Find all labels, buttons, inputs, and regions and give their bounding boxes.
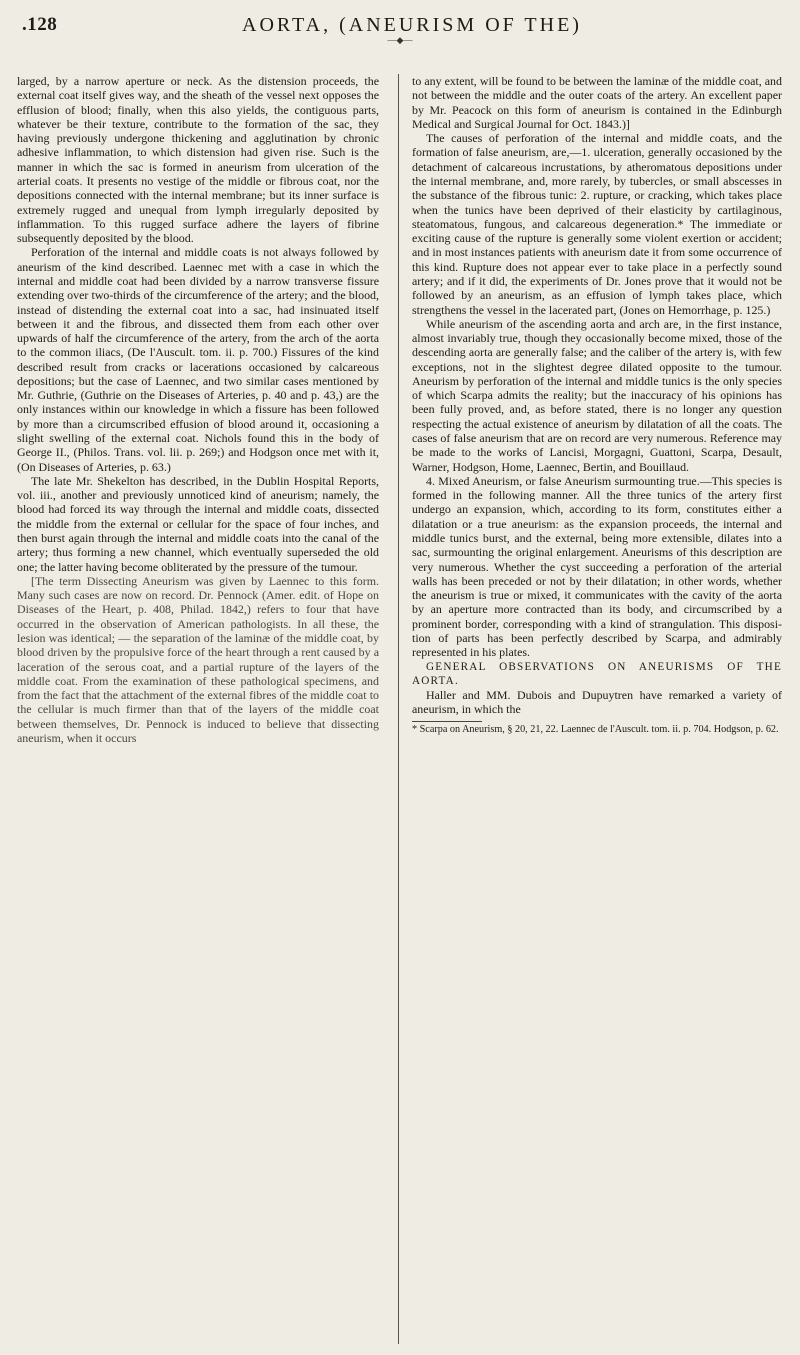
paragraph: to any extent, will be found to be between the laminæ of the middle coat, and not between the middle and the outer coats of the artery. An excellent paper by Mr. Peacock on this form of aneurism is contained in the Edinburgh Medical and Surgical Journal for Oct. 1843.)] <box>412 74 782 131</box>
paragraph: The late Mr. Shekelton has described, in the Dublin Hospital Reports, vol. iii., another and previously unnoticed kind of aneurism; namely, the blood had forced its way through the internal and middle coats, dissected the middle from the external or cellular for the space of four inches, and then burst again through the internal and middle coats into the canal of the artery; thus forming a new channel, which eventually superseded the old one; the latter having become obliterated by the pressure of the tumour. <box>17 473 379 574</box>
section-heading: GENERAL OBSERVATIONS ON ANEURISMS OF THE AORTA. <box>412 660 782 687</box>
page-number: .128 <box>22 14 58 35</box>
right-column <box>412 74 782 736</box>
paragraph: While aneurism of the ascending aorta and arch are, in the first instance, almost invariably true, though they occasionally become mixed, those of the descending aorta are generally false; and the caliber of the artery is, with few exceptions, not in the slightest degree dilated opposite to the tumour. Aneurism by perforation of the internal and middle tunics is the only species of which Scarpa admits the reality; but the inaccuracy of his opinions has been fully proved, and, as before stated, there is no longer any question respecting the actual existence of aneurism by dilatation of all the coats. The cases of false aneurism that are on record are very numerous. Reference may be made to the works of Lancisi, Morgagni, Guattoni, Scarpa, Desault, Warner, Hodgson, Home, Laennec, Bertin, and Bouillaud. <box>412 316 782 474</box>
paragraph: 4. Mixed Aneurism, or false Aneurism surmounting true.—This species is formed in the following manner. All the three tunics of the artery first undergo an expansion, which, according to its form, constitutes either a dilatation or a true aneurism: as the expansion proceeds, the internal and middle tunics burst, and the external, being more extensible, dilates into a sac, surmounting the original enlargement. Aneurisms of this description are very numerous. Whether the cyst succeeding a perforation of the arterial walls has been preceded or not by their dilatation; in other words, whether the aneurism is true or mixed, it communicates with the cavity of the aorta by an aperture more contracted than its body, and circumscribed by a prominent border, corresponding with a kind of strangulation. This disposition of parts has been perfectly described by Scarpa, and admirably represented in his plates. <box>412 473 782 660</box>
paragraph: [The term Dissecting Aneurism was given by Laennec to this form. Many such cases are now on record. Dr. Pennock (Amer. edit. of Hope on Diseases of the Heart, p. 408, Philad. 1842,) refers to four that have occurred in the observation of American pathologists. In all these, the lesion was identical; — the separation of the laminæ of the middle coat, by blood driven by the propulsive force of the heart through a rent caused by a laceration of the serous coat, and a partial rupture of the layers of the middle coat. From the examination of these pathological specimens, and from the fact that the attachment of the external fibres of the middle coat to the cellular is much firmer than that of the layers of the middle coat between themselves, Dr. Pennock is induced to believe that dissecting aneurism, when it occurs <box>17 573 379 745</box>
paragraph: Haller and MM. Dubois and Dupuytren have remarked a variety of aneurism, in which the <box>412 688 782 717</box>
header-ornament: —◆— <box>387 35 413 45</box>
footnote: * Scarpa on Aneurism, § 20, 21, 22. Laennec de l'Auscult. tom. ii. p. 704. Hodgson, p. 62. <box>412 723 779 735</box>
paragraph: larged, by a narrow aperture or neck. As the distension proceeds, the external coat itself gives way, and the sheath of the vessel next opposes the efflusion of blood; finally, when this also yields, the contiguous parts, whatever be their texture, contribute to the formation of the sac, they having previously undergone thickening and agglutination by chronic adhesive inflammation, to which distension had given rise. Such is the manner in which the sac is formed in aneurism from ulceration of the arterial coats. It presents no vestige of the middle or fibrous coat, nor the depositions connected with the internal membrane; but its inner surface is extremely rugged and unequal from lymph irregularly deposited by inflammation. To this rugged surface adhere the layers of fibrine subsequently deposited by the blood. <box>17 74 379 246</box>
paragraph: The causes of perforation of the internal and middle coats, and the formation of false aneurism, are,—1. ulceration, generally occasioned by the detachment of calcareous incrustations, by atheromatous depositions under the internal membrane, and, more rarely, by tubercles, or small abscesses in the substance of the fibrous tunic: 2. rupture, or cracking, which takes place when the tunics have been deprived of their elasticity by cartilaginous, steatomatous, fungous, and calcareous degeneration.* The immediate or exciting cause of the rupture is generally some violent exertion or accident; and in most instances patients with aneurism date it from some occurrence of this kind. Rupture does not appear ever to take place in a perfectly sound artery; and if it did, the experiments of Dr. Jones prove that it would not be followed by an aneurism, as an effusion of lymph takes place, which strengthens the vessel in the lacerated part, (Jones on Hemorrhage, p. 125.) <box>412 131 782 317</box>
paragraph: Perforation of the internal and middle coats is not always followed by aneurism of the kind described. Laennec met with a case in which the internal and middle coat had been divided by a narrow transverse fissure extending over two-thirds of the circumference of the artery; and the blood, instead of distending the external coat into a sac, had insinuated itself between it and the fibrous, and dissected them from each other over upwards of half the circumference of the artery, from the arch of the aorta to the common iliacs, (De l'Auscult. tom. ii. p. 700.) Fissures of the kind described result from cracks or lacerations occasioned by calcareous depositions; but the case of Laennec, and two similar cases mentioned by Mr. Guthrie, (Guthrie on the Diseases of Arteries, p. 40 and p. 43,) are the only instances within our knowledge in which a fissure has been followed by more than a circumscribed effusion of blood around it, occasioning a slight swelling of the external coat. Nichols found this in the body of George II., (Philos. Trans. vol. lii. p. 269;) and Hodgson once met with it, (On Diseases of Arteries, p. 63.) <box>17 245 379 474</box>
running-title: AORTA, (ANEURISM OF THE) <box>242 14 582 36</box>
left-column <box>17 74 379 745</box>
column-divider <box>398 74 399 1344</box>
footnote-rule <box>412 721 482 722</box>
